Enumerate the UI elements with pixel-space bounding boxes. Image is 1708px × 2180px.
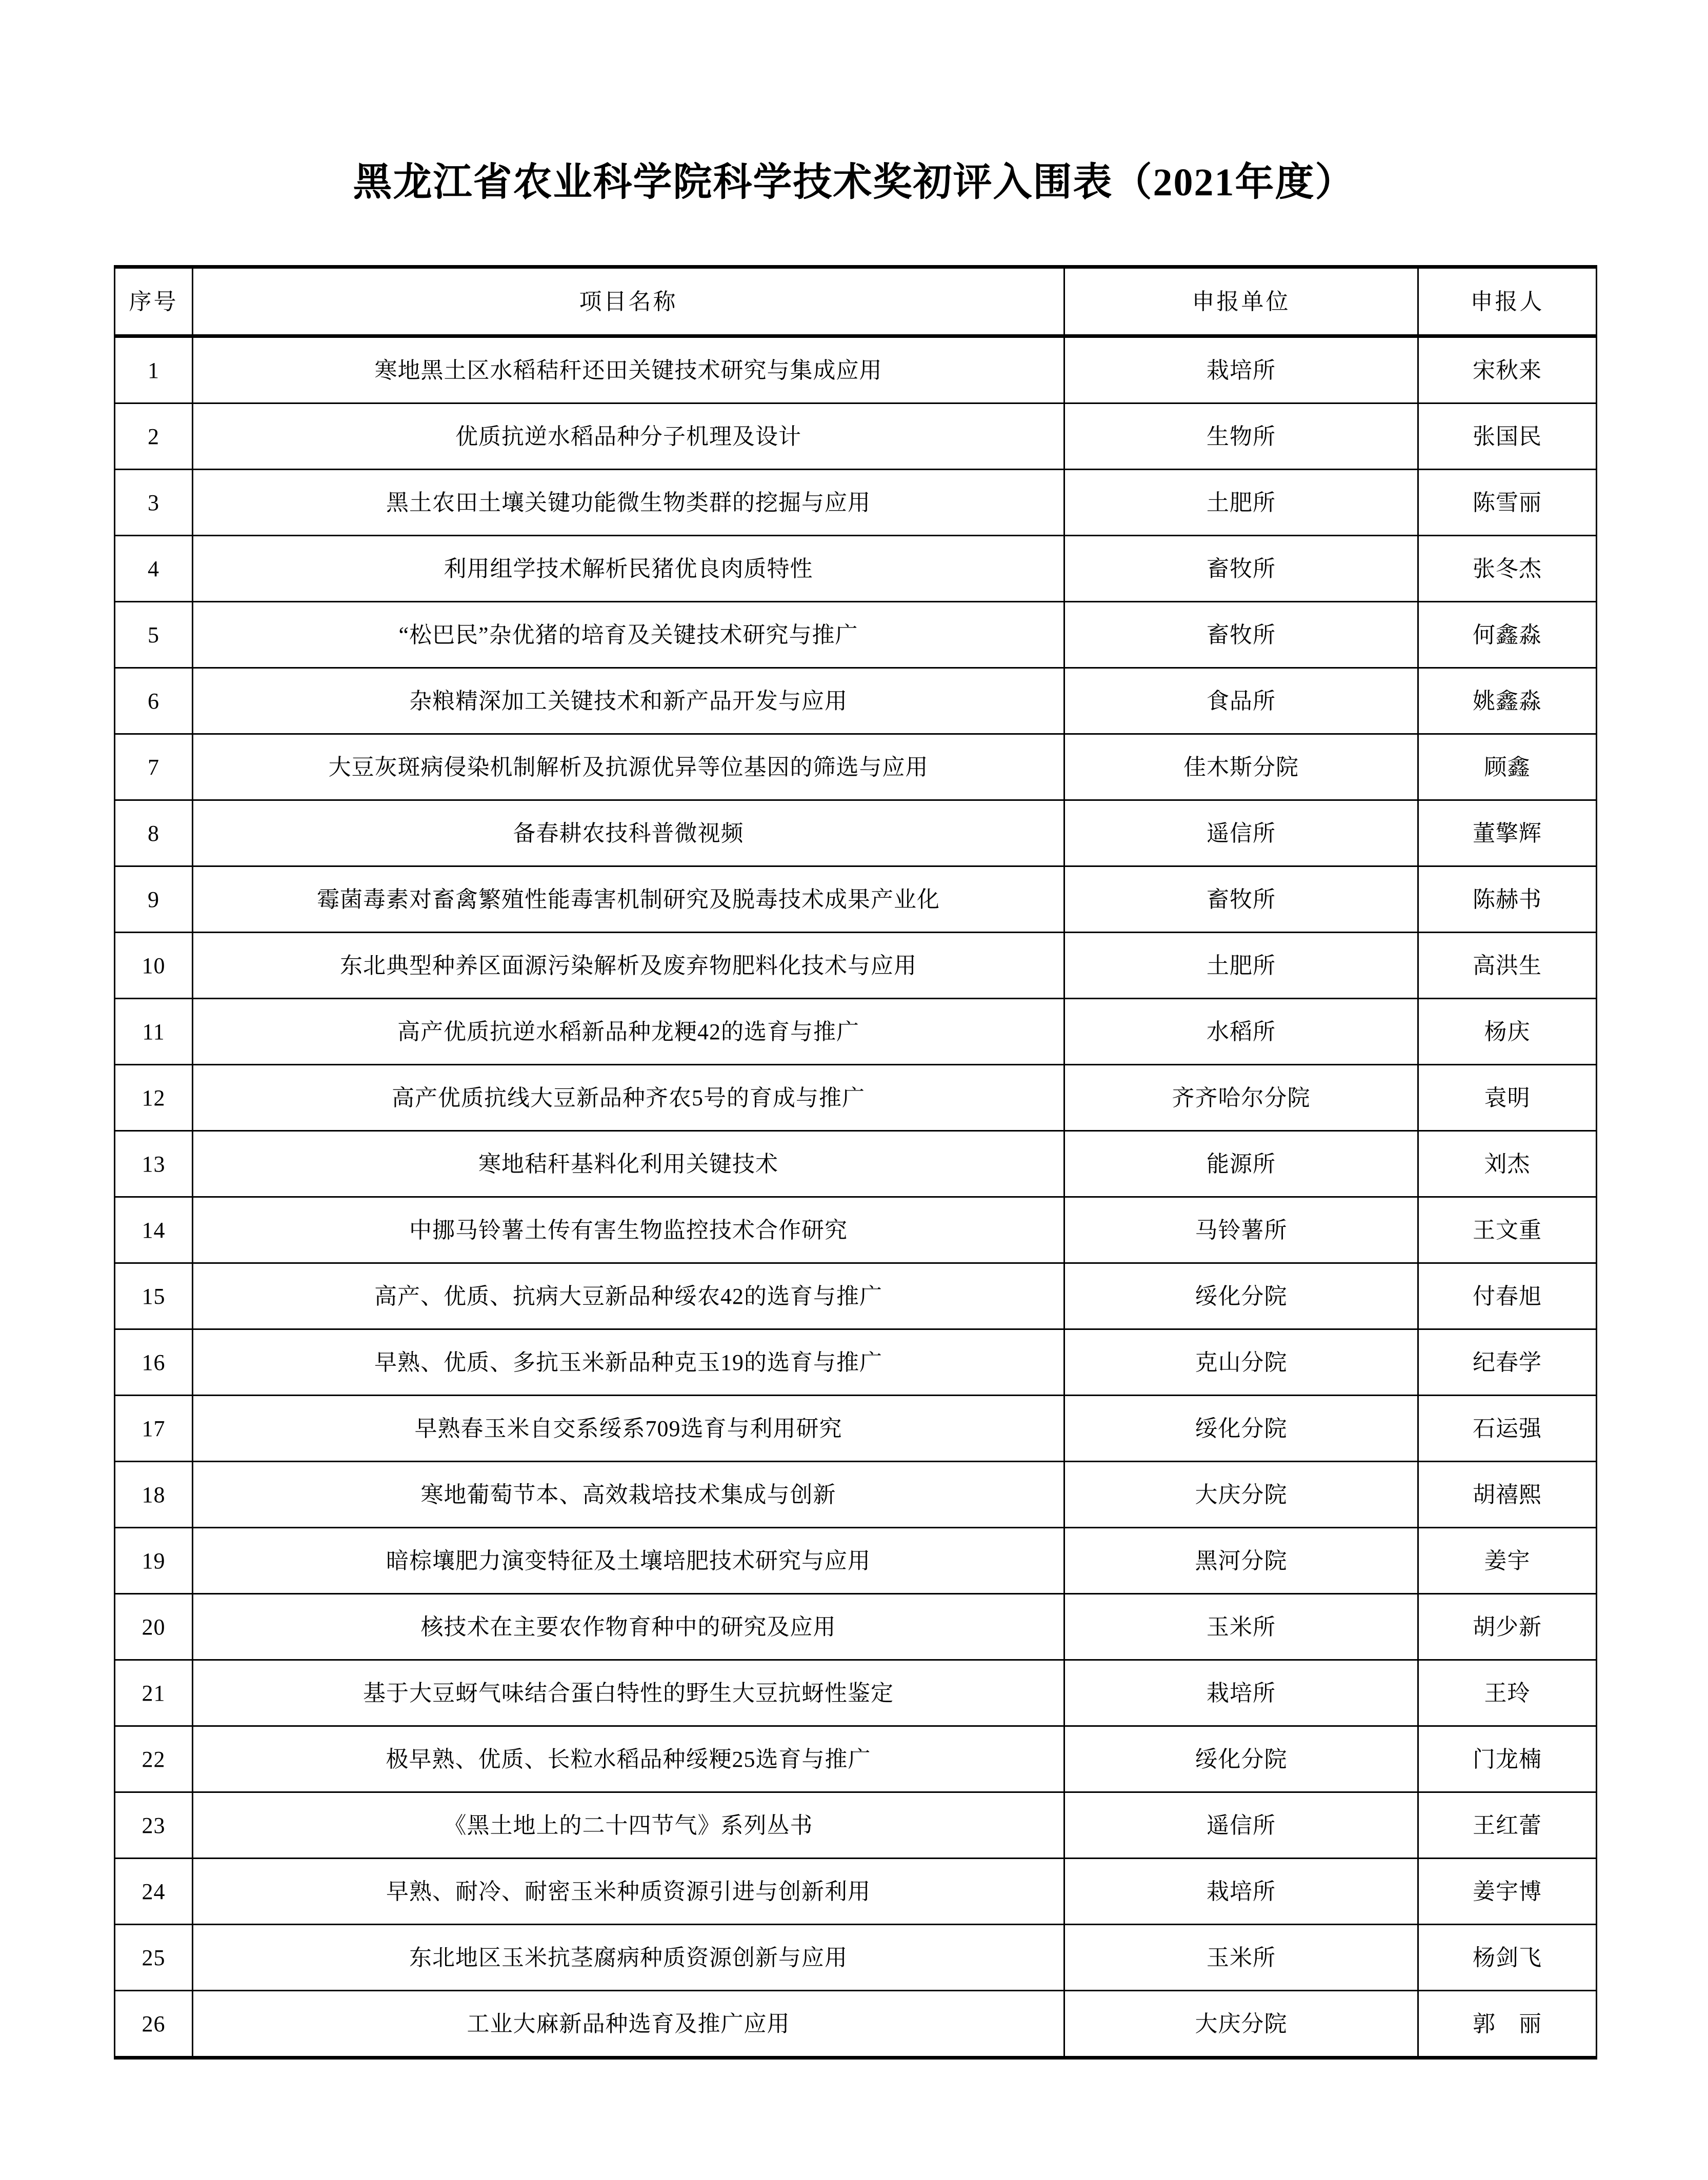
cell-applicant: 陈雪丽 (1418, 470, 1597, 536)
cell-applicant-unit: 栽培所 (1064, 336, 1418, 403)
award-table (114, 265, 1597, 2060)
cell-seq: 16 (115, 1329, 193, 1396)
cell-applicant: 杨剑飞 (1418, 1925, 1597, 1991)
cell-project-name: 优质抗逆水稻品种分子机理及设计 (193, 403, 1064, 470)
cell-project-name: 杂粮精深加工关键技术和新产品开发与应用 (193, 668, 1064, 734)
cell-project-name: 早熟、耐冷、耐密玉米种质资源引进与创新利用 (193, 1859, 1064, 1925)
cell-applicant-unit: 大庆分院 (1064, 1462, 1418, 1528)
cell-applicant: 何鑫淼 (1418, 602, 1597, 668)
cell-applicant-unit: 畜牧所 (1064, 866, 1418, 933)
cell-seq: 14 (115, 1197, 193, 1263)
cell-applicant-unit: 绥化分院 (1064, 1263, 1418, 1329)
cell-seq: 11 (115, 999, 193, 1065)
table-row (115, 1197, 1597, 1263)
cell-project-name: 核技术在主要农作物育种中的研究及应用 (193, 1594, 1064, 1660)
page-title: 黑龙江省农业科学院科学技术奖初评入围表（2021年度） (353, 161, 1355, 204)
table-row (115, 1329, 1597, 1396)
cell-applicant: 郭 丽 (1418, 1991, 1597, 2058)
cell-applicant-unit: 能源所 (1064, 1131, 1418, 1197)
cell-applicant-unit: 食品所 (1064, 668, 1418, 734)
table-row (115, 1660, 1597, 1726)
cell-seq: 8 (115, 800, 193, 866)
table-row (115, 1396, 1597, 1462)
column-header-applicant: 申报人 (1418, 267, 1597, 336)
cell-project-name: 寒地葡萄节本、高效栽培技术集成与创新 (193, 1462, 1064, 1528)
cell-applicant-unit: 大庆分院 (1064, 1991, 1418, 2058)
cell-applicant-unit: 遥信所 (1064, 1792, 1418, 1859)
cell-applicant: 纪春学 (1418, 1329, 1597, 1396)
table-row (115, 1594, 1597, 1660)
table-row (115, 866, 1597, 933)
cell-applicant: 付春旭 (1418, 1263, 1597, 1329)
cell-applicant-unit: 玉米所 (1064, 1594, 1418, 1660)
cell-applicant-unit: 畜牧所 (1064, 536, 1418, 602)
cell-project-name: 极早熟、优质、长粒水稻品种绥粳25选育与推广 (193, 1726, 1064, 1792)
table-row (115, 470, 1597, 536)
cell-applicant-unit: 黑河分院 (1064, 1528, 1418, 1594)
cell-applicant-unit: 绥化分院 (1064, 1396, 1418, 1462)
cell-seq: 25 (115, 1925, 193, 1991)
cell-seq: 21 (115, 1660, 193, 1726)
cell-seq: 22 (115, 1726, 193, 1792)
cell-project-name: 工业大麻新品种选育及推广应用 (193, 1991, 1064, 2058)
cell-applicant: 王玲 (1418, 1660, 1597, 1726)
cell-project-name: 早熟、优质、多抗玉米新品种克玉19的选育与推广 (193, 1329, 1064, 1396)
table-row (115, 1925, 1597, 1991)
cell-applicant-unit: 土肥所 (1064, 933, 1418, 999)
cell-applicant: 王文重 (1418, 1197, 1597, 1263)
table-row (115, 933, 1597, 999)
cell-seq: 23 (115, 1792, 193, 1859)
table-row (115, 800, 1597, 866)
cell-applicant-unit: 绥化分院 (1064, 1726, 1418, 1792)
cell-applicant-unit: 生物所 (1064, 403, 1418, 470)
cell-applicant: 张冬杰 (1418, 536, 1597, 602)
cell-applicant: 刘杰 (1418, 1131, 1597, 1197)
cell-project-name: 东北典型种养区面源污染解析及废弃物肥料化技术与应用 (193, 933, 1064, 999)
cell-seq: 26 (115, 1991, 193, 2058)
cell-project-name: 高产优质抗逆水稻新品种龙粳42的选育与推广 (193, 999, 1064, 1065)
cell-applicant: 张国民 (1418, 403, 1597, 470)
column-header-seq: 序号 (115, 267, 193, 336)
cell-project-name: 黑土农田土壤关键功能微生物类群的挖掘与应用 (193, 470, 1064, 536)
cell-applicant: 胡禧熙 (1418, 1462, 1597, 1528)
cell-seq: 4 (115, 536, 193, 602)
cell-project-name: 中挪马铃薯土传有害生物监控技术合作研究 (193, 1197, 1064, 1263)
table-row (115, 1792, 1597, 1859)
table-row (115, 336, 1597, 403)
cell-applicant: 杨庆 (1418, 999, 1597, 1065)
table-row (115, 999, 1597, 1065)
cell-seq: 5 (115, 602, 193, 668)
table-row (115, 536, 1597, 602)
cell-applicant-unit: 马铃薯所 (1064, 1197, 1418, 1263)
table-header (115, 267, 1597, 336)
cell-seq: 17 (115, 1396, 193, 1462)
cell-seq: 20 (115, 1594, 193, 1660)
award-table-container (114, 265, 1596, 2060)
table-row (115, 1859, 1597, 1925)
table-row (115, 668, 1597, 734)
cell-applicant: 王红蕾 (1418, 1792, 1597, 1859)
cell-applicant: 门龙楠 (1418, 1726, 1597, 1792)
cell-seq: 24 (115, 1859, 193, 1925)
cell-seq: 19 (115, 1528, 193, 1594)
cell-seq: 15 (115, 1263, 193, 1329)
cell-project-name: 早熟春玉米自交系绥系709选育与利用研究 (193, 1396, 1064, 1462)
cell-applicant: 袁明 (1418, 1065, 1597, 1131)
cell-project-name: 《黑土地上的二十四节气》系列丛书 (193, 1792, 1064, 1859)
cell-seq: 1 (115, 336, 193, 403)
cell-applicant: 石运强 (1418, 1396, 1597, 1462)
cell-applicant-unit: 克山分院 (1064, 1329, 1418, 1396)
cell-applicant-unit: 水稻所 (1064, 999, 1418, 1065)
table-body (115, 336, 1597, 2058)
cell-applicant-unit: 畜牧所 (1064, 602, 1418, 668)
cell-applicant-unit: 遥信所 (1064, 800, 1418, 866)
cell-applicant: 陈赫书 (1418, 866, 1597, 933)
table-row (115, 403, 1597, 470)
table-header-row (115, 267, 1597, 336)
cell-applicant-unit: 佳木斯分院 (1064, 734, 1418, 800)
cell-applicant-unit: 土肥所 (1064, 470, 1418, 536)
cell-seq: 10 (115, 933, 193, 999)
column-header-applicant-unit: 申报单位 (1064, 267, 1418, 336)
cell-project-name: 高产、优质、抗病大豆新品种绥农42的选育与推广 (193, 1263, 1064, 1329)
table-row (115, 1131, 1597, 1197)
cell-applicant-unit: 栽培所 (1064, 1660, 1418, 1726)
table-row (115, 1528, 1597, 1594)
table-row (115, 1065, 1597, 1131)
cell-applicant-unit: 栽培所 (1064, 1859, 1418, 1925)
cell-applicant-unit: 玉米所 (1064, 1925, 1418, 1991)
cell-applicant: 姜宇博 (1418, 1859, 1597, 1925)
cell-seq: 12 (115, 1065, 193, 1131)
table-row (115, 1991, 1597, 2058)
cell-project-name: 寒地秸秆基料化利用关键技术 (193, 1131, 1064, 1197)
cell-seq: 2 (115, 403, 193, 470)
cell-applicant: 姜宇 (1418, 1528, 1597, 1594)
cell-project-name: “松巴民”杂优猪的培育及关键技术研究与推广 (193, 602, 1064, 668)
cell-applicant: 姚鑫淼 (1418, 668, 1597, 734)
cell-project-name: 寒地黑土区水稻秸秆还田关键技术研究与集成应用 (193, 336, 1064, 403)
column-header-project-name: 项目名称 (193, 267, 1064, 336)
table-row (115, 1462, 1597, 1528)
cell-applicant: 顾鑫 (1418, 734, 1597, 800)
cell-project-name: 高产优质抗线大豆新品种齐农5号的育成与推广 (193, 1065, 1064, 1131)
table-row (115, 602, 1597, 668)
cell-project-name: 利用组学技术解析民猪优良肉质特性 (193, 536, 1064, 602)
cell-applicant: 宋秋来 (1418, 336, 1597, 403)
table-row (115, 1726, 1597, 1792)
cell-seq: 7 (115, 734, 193, 800)
cell-project-name: 备春耕农技科普微视频 (193, 800, 1064, 866)
cell-seq: 3 (115, 470, 193, 536)
cell-project-name: 暗棕壤肥力演变特征及土壤培肥技术研究与应用 (193, 1528, 1064, 1594)
cell-applicant: 高洪生 (1418, 933, 1597, 999)
cell-project-name: 大豆灰斑病侵染机制解析及抗源优异等位基因的筛选与应用 (193, 734, 1064, 800)
cell-applicant-unit: 齐齐哈尔分院 (1064, 1065, 1418, 1131)
cell-project-name: 基于大豆蚜气味结合蛋白特性的野生大豆抗蚜性鉴定 (193, 1660, 1064, 1726)
table-row (115, 1263, 1597, 1329)
cell-project-name: 东北地区玉米抗茎腐病种质资源创新与应用 (193, 1925, 1064, 1991)
cell-seq: 9 (115, 866, 193, 933)
cell-seq: 18 (115, 1462, 193, 1528)
cell-applicant: 胡少新 (1418, 1594, 1597, 1660)
cell-seq: 6 (115, 668, 193, 734)
cell-applicant: 董擎辉 (1418, 800, 1597, 866)
table-row (115, 734, 1597, 800)
cell-seq: 13 (115, 1131, 193, 1197)
cell-project-name: 霉菌毒素对畜禽繁殖性能毒害机制研究及脱毒技术成果产业化 (193, 866, 1064, 933)
